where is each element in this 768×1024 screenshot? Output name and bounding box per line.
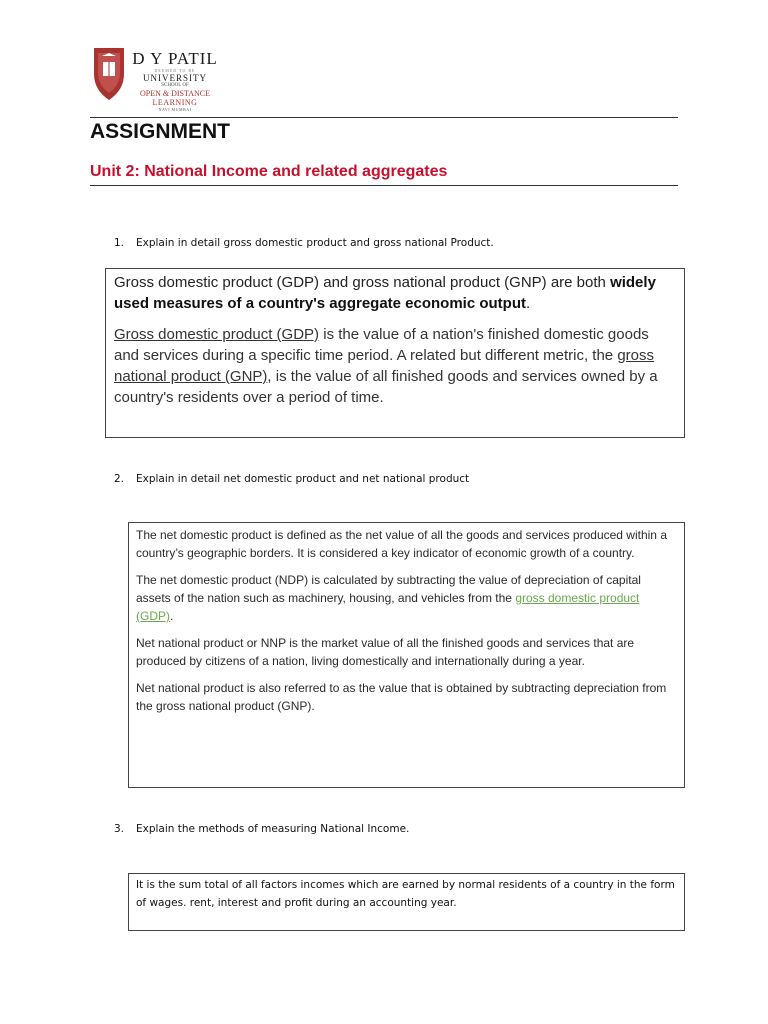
answer-2-punct: .: [170, 609, 174, 623]
question-number: 1.: [114, 237, 125, 249]
answer-box-2: [128, 522, 685, 788]
answer-2-paragraph-3: Net national product or NNP is the market value of all the finished goods and services that are produced by citizens of a nation, living domestically and internationally during a year.: [136, 636, 635, 668]
answer-2-paragraph-2: [136, 571, 676, 625]
question-text: Explain the methods of measuring National Income.: [136, 823, 410, 835]
answer-2-paragraph-1: The net domestic product is defined as the net value of all the goods and services produced within a country’s geographic borders. It is considered a key indicator of economic growth of a country.: [136, 528, 667, 560]
page-title: ASSIGNMENT: [90, 120, 231, 143]
question-number: 3.: [114, 823, 125, 835]
logo-learning: LEARNING: [152, 98, 198, 107]
answer-box-1: [105, 268, 685, 438]
answer-box-3: [128, 873, 685, 931]
logo-tagline: DEEMED TO BE: [154, 68, 196, 73]
question-text: Explain in detail gross domestic product and gross national Product.: [136, 237, 494, 249]
question-text: Explain in detail net domestic product and net national product: [136, 473, 470, 485]
logo-odl: OPEN & DISTANCE: [139, 89, 211, 98]
question-2: [114, 473, 469, 485]
logo-name: D Y PATIL: [132, 49, 218, 68]
gnp-link[interactable]: gross national product (GNP): [114, 347, 655, 385]
logo-location: NAVI MUMBAI: [158, 107, 192, 112]
gdp-link[interactable]: Gross domestic product (GDP): [114, 326, 320, 343]
answer-1-punct: .: [526, 295, 531, 312]
unit-rule: [90, 185, 678, 186]
unit-heading: Unit 2: National Income and related aggregates: [90, 163, 448, 180]
answer-1-text: , is the value of all finished goods and services owned by a country's residents over a period of time.: [114, 368, 658, 406]
answer-2-text: The net domestic product (NDP) is calculated by subtracting the value of depreciation of capital assets of the nation such as machinery, housing, and vehicles from the: [136, 573, 641, 605]
top-rule: [90, 117, 678, 118]
answer-1-text: Gross domestic product (GDP) and gross national product (GNP) are both: [114, 274, 611, 291]
question-3: [114, 823, 409, 835]
answer-1-bold-text: widely used measures of a country's aggregate economic output: [114, 274, 656, 312]
gdp-link[interactable]: gross domestic product (GDP): [136, 591, 640, 623]
logo-school: SCHOOL OF: [161, 83, 189, 88]
logo-wordmark: [125, 50, 225, 112]
answer-2-paragraph-4: Net national product is also referred to as the value that is obtained by subtracting depreciation from the gross national product (GNP).: [136, 681, 667, 713]
answer-1-paragraph-1: [114, 272, 674, 314]
question-number: 2.: [114, 473, 125, 485]
answer-1-text: is the value of a nation's finished domestic goods and services during a specific time period. A related but different metric, the: [114, 326, 649, 364]
logo-university: UNIVERSITY: [143, 73, 207, 83]
answer-3-paragraph-1: It is the sum total of all factors incomes which are earned by normal residents of a country in the form of wages. rent, interest and profit during an accounting year.: [136, 879, 675, 909]
answer-1-paragraph-2: [114, 324, 674, 408]
question-1: [114, 237, 494, 249]
